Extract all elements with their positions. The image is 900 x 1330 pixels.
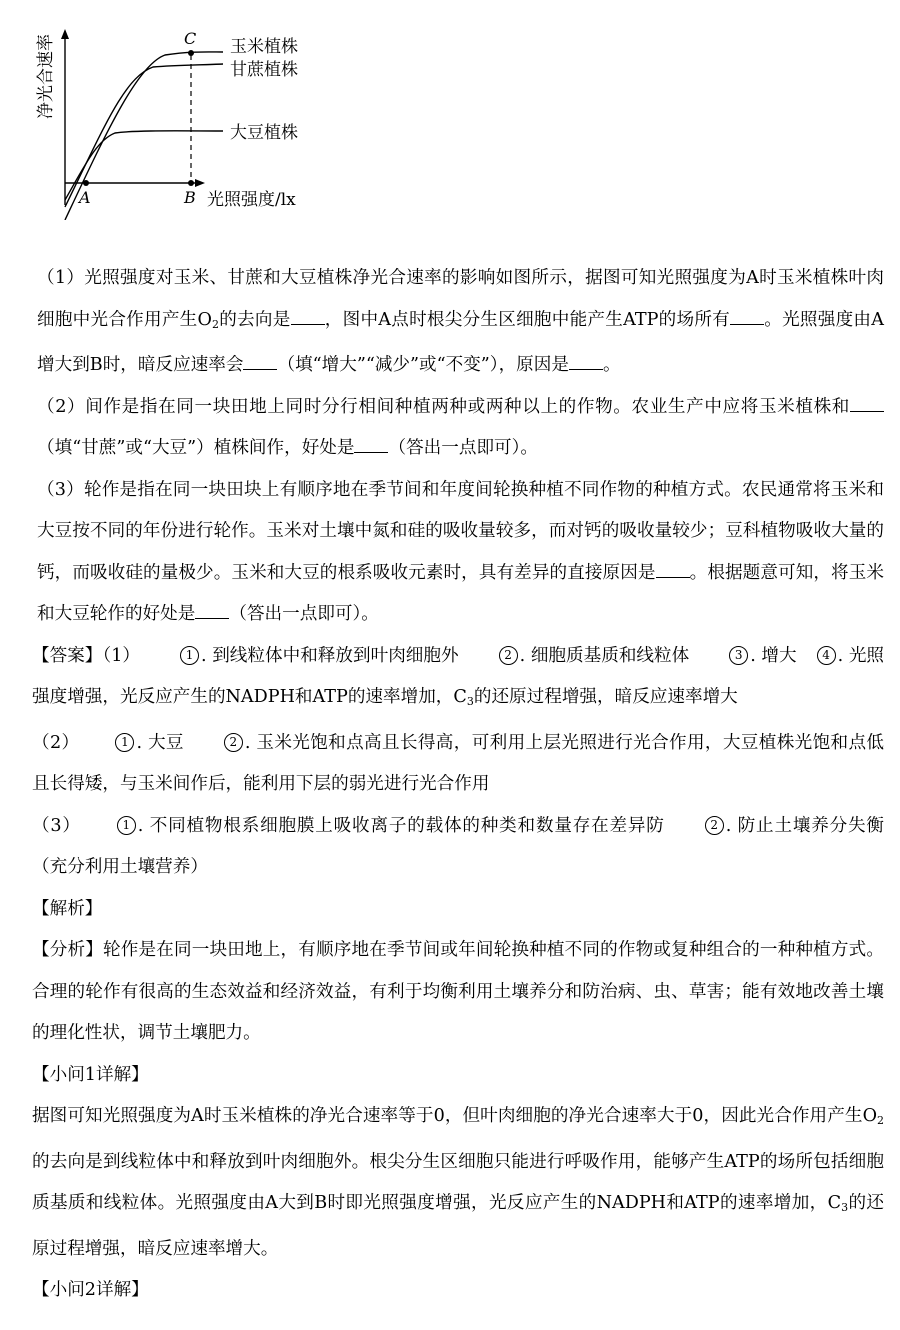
- circled-number: 4: [817, 646, 836, 665]
- point-b-dot: [188, 180, 194, 186]
- series-label-corn: 玉米植株: [230, 37, 298, 57]
- circled-number: 2: [705, 816, 724, 835]
- analysis-fenxi: 【分析】轮作是在同一块田地上，有顺序地在季节间或年间轮换种植不同的作物或复种组合的一种种植方式。合理的轮作有很高的生态效益和经济效益，有利于均衡利用土壤养分和防治病、虫、草害；能有效地改善土壤的理化性状，调节土壤肥力。: [32, 940, 884, 1043]
- question-content: [32, 258, 884, 1312]
- answer-blank[interactable]: [569, 355, 603, 370]
- circled-number: 3: [729, 646, 748, 665]
- circled-number: 1: [117, 816, 136, 835]
- sub-question-1-detail: 据图可知光照强度为A时玉米植株的净光合速率等于0，但叶肉细胞的净光合速率大于0，因此光合作用产生$O_2$的去向是到线粒体中和释放到叶肉细胞外。根尖分生区细胞只能进行呼吸作用，能够产生ATP的场所包括细胞质基质和线粒体。光照强度由A大到B时即光照强度增强，光反应产生的NADPH和ATP的速率增加，$C_3$的还原过程增强，暗反应速率增大。: [32, 1106, 884, 1259]
- question-2: （2）间作是指在同一块田地上同时分行相间种植两种或两种以上的作物。农业生产中应将玉米植株和（填“甘蔗”或“大豆”）植株间作，好处是 （答出一点即可）。: [32, 387, 884, 470]
- answer-blank[interactable]: [354, 438, 388, 453]
- circled-number: 1: [180, 646, 199, 665]
- figure-svg: [25, 15, 345, 220]
- answer-blank[interactable]: [195, 604, 229, 619]
- answer-blank[interactable]: [291, 310, 325, 325]
- answer-heading: 【答案】: [32, 645, 103, 666]
- point-a-label: A: [79, 188, 91, 207]
- point-b-label: B: [184, 188, 196, 207]
- answer-part-3: （3） 1 . 不同植物根系细胞膜上吸收离子的载体的种类和数量存在差异防 2 . 防止土壤养分失衡（充分利用土壤营养）: [32, 815, 884, 877]
- question-3: （3）轮作是指在同一块田块上有顺序地在季节间和年度间轮换种植不同作物的种植方式。农民通常将玉米和大豆按不同的年份进行轮作。玉米对土壤中氮和硅的吸收量较多，而对钙的吸收量较少；豆科植物吸收大量的钙，而吸收硅的量极少。玉米和大豆的根系吸收元素时，具有差异的直接原因是 。根据题意可知，将玉米和大豆轮作的好处是 （答出一点即可）。: [37, 479, 884, 624]
- circled-number: 2: [499, 646, 518, 665]
- x-axis-arrow: [195, 179, 205, 187]
- answer-blank[interactable]: [730, 310, 764, 325]
- sub-question-1-heading: 【小问1详解】: [32, 1064, 149, 1085]
- answer-blank[interactable]: [850, 397, 884, 412]
- circled-number: 2: [224, 733, 243, 752]
- y-axis-arrow: [61, 29, 69, 39]
- point-c-label: C: [184, 29, 197, 48]
- circled-number: 1: [115, 733, 134, 752]
- analysis-heading: 【解析】: [32, 898, 103, 919]
- answer-part-2: （2） 1 . 大豆 2 . 玉米光饱和点高且长得高，可利用上层光照进行光合作用，大豆植株光饱和点低且长得矮，与玉米间作后，能利用下层的弱光进行光合作用: [32, 732, 884, 794]
- answer-blank[interactable]: [656, 563, 690, 578]
- question-1: （1）光照强度对玉米、甘蔗和大豆植株净光合速率的影响如图所示，据图可知光照强度为A时玉米植株叶肉细胞中光合作用产生$O_2$的去向是 ，图中A点时根尖分生区细胞中能产生ATP的场所有 。光照强度由A增大到B时，暗反应速率会 （填“增大”“减少”或“不变”），原因是 。: [37, 268, 884, 375]
- point-a-dot: [83, 180, 89, 186]
- series-label-sugarcane: 甘蔗植株: [230, 60, 298, 80]
- light-response-figure: [25, 15, 345, 220]
- sugarcane-curve: [65, 64, 223, 207]
- y-axis-label: 净光合速率: [36, 34, 56, 119]
- sub-question-2-heading: 【小问2详解】: [32, 1280, 149, 1300]
- answer-part-1: 【答案】（1） 1 . 到线粒体中和释放到叶肉细胞外 2 . 细胞质基质和线粒体 3 . 增大 4 . 光照强度增强，光反应产生的NADPH和ATP的速率增加，$C_3$的还原过程增强，暗反应速率增大: [32, 645, 885, 708]
- series-label-soybean: 大豆植株: [230, 123, 298, 143]
- x-axis-label: 光照强度/lx: [207, 190, 296, 210]
- answer-blank[interactable]: [243, 355, 277, 370]
- point-c-dot: [188, 50, 194, 56]
